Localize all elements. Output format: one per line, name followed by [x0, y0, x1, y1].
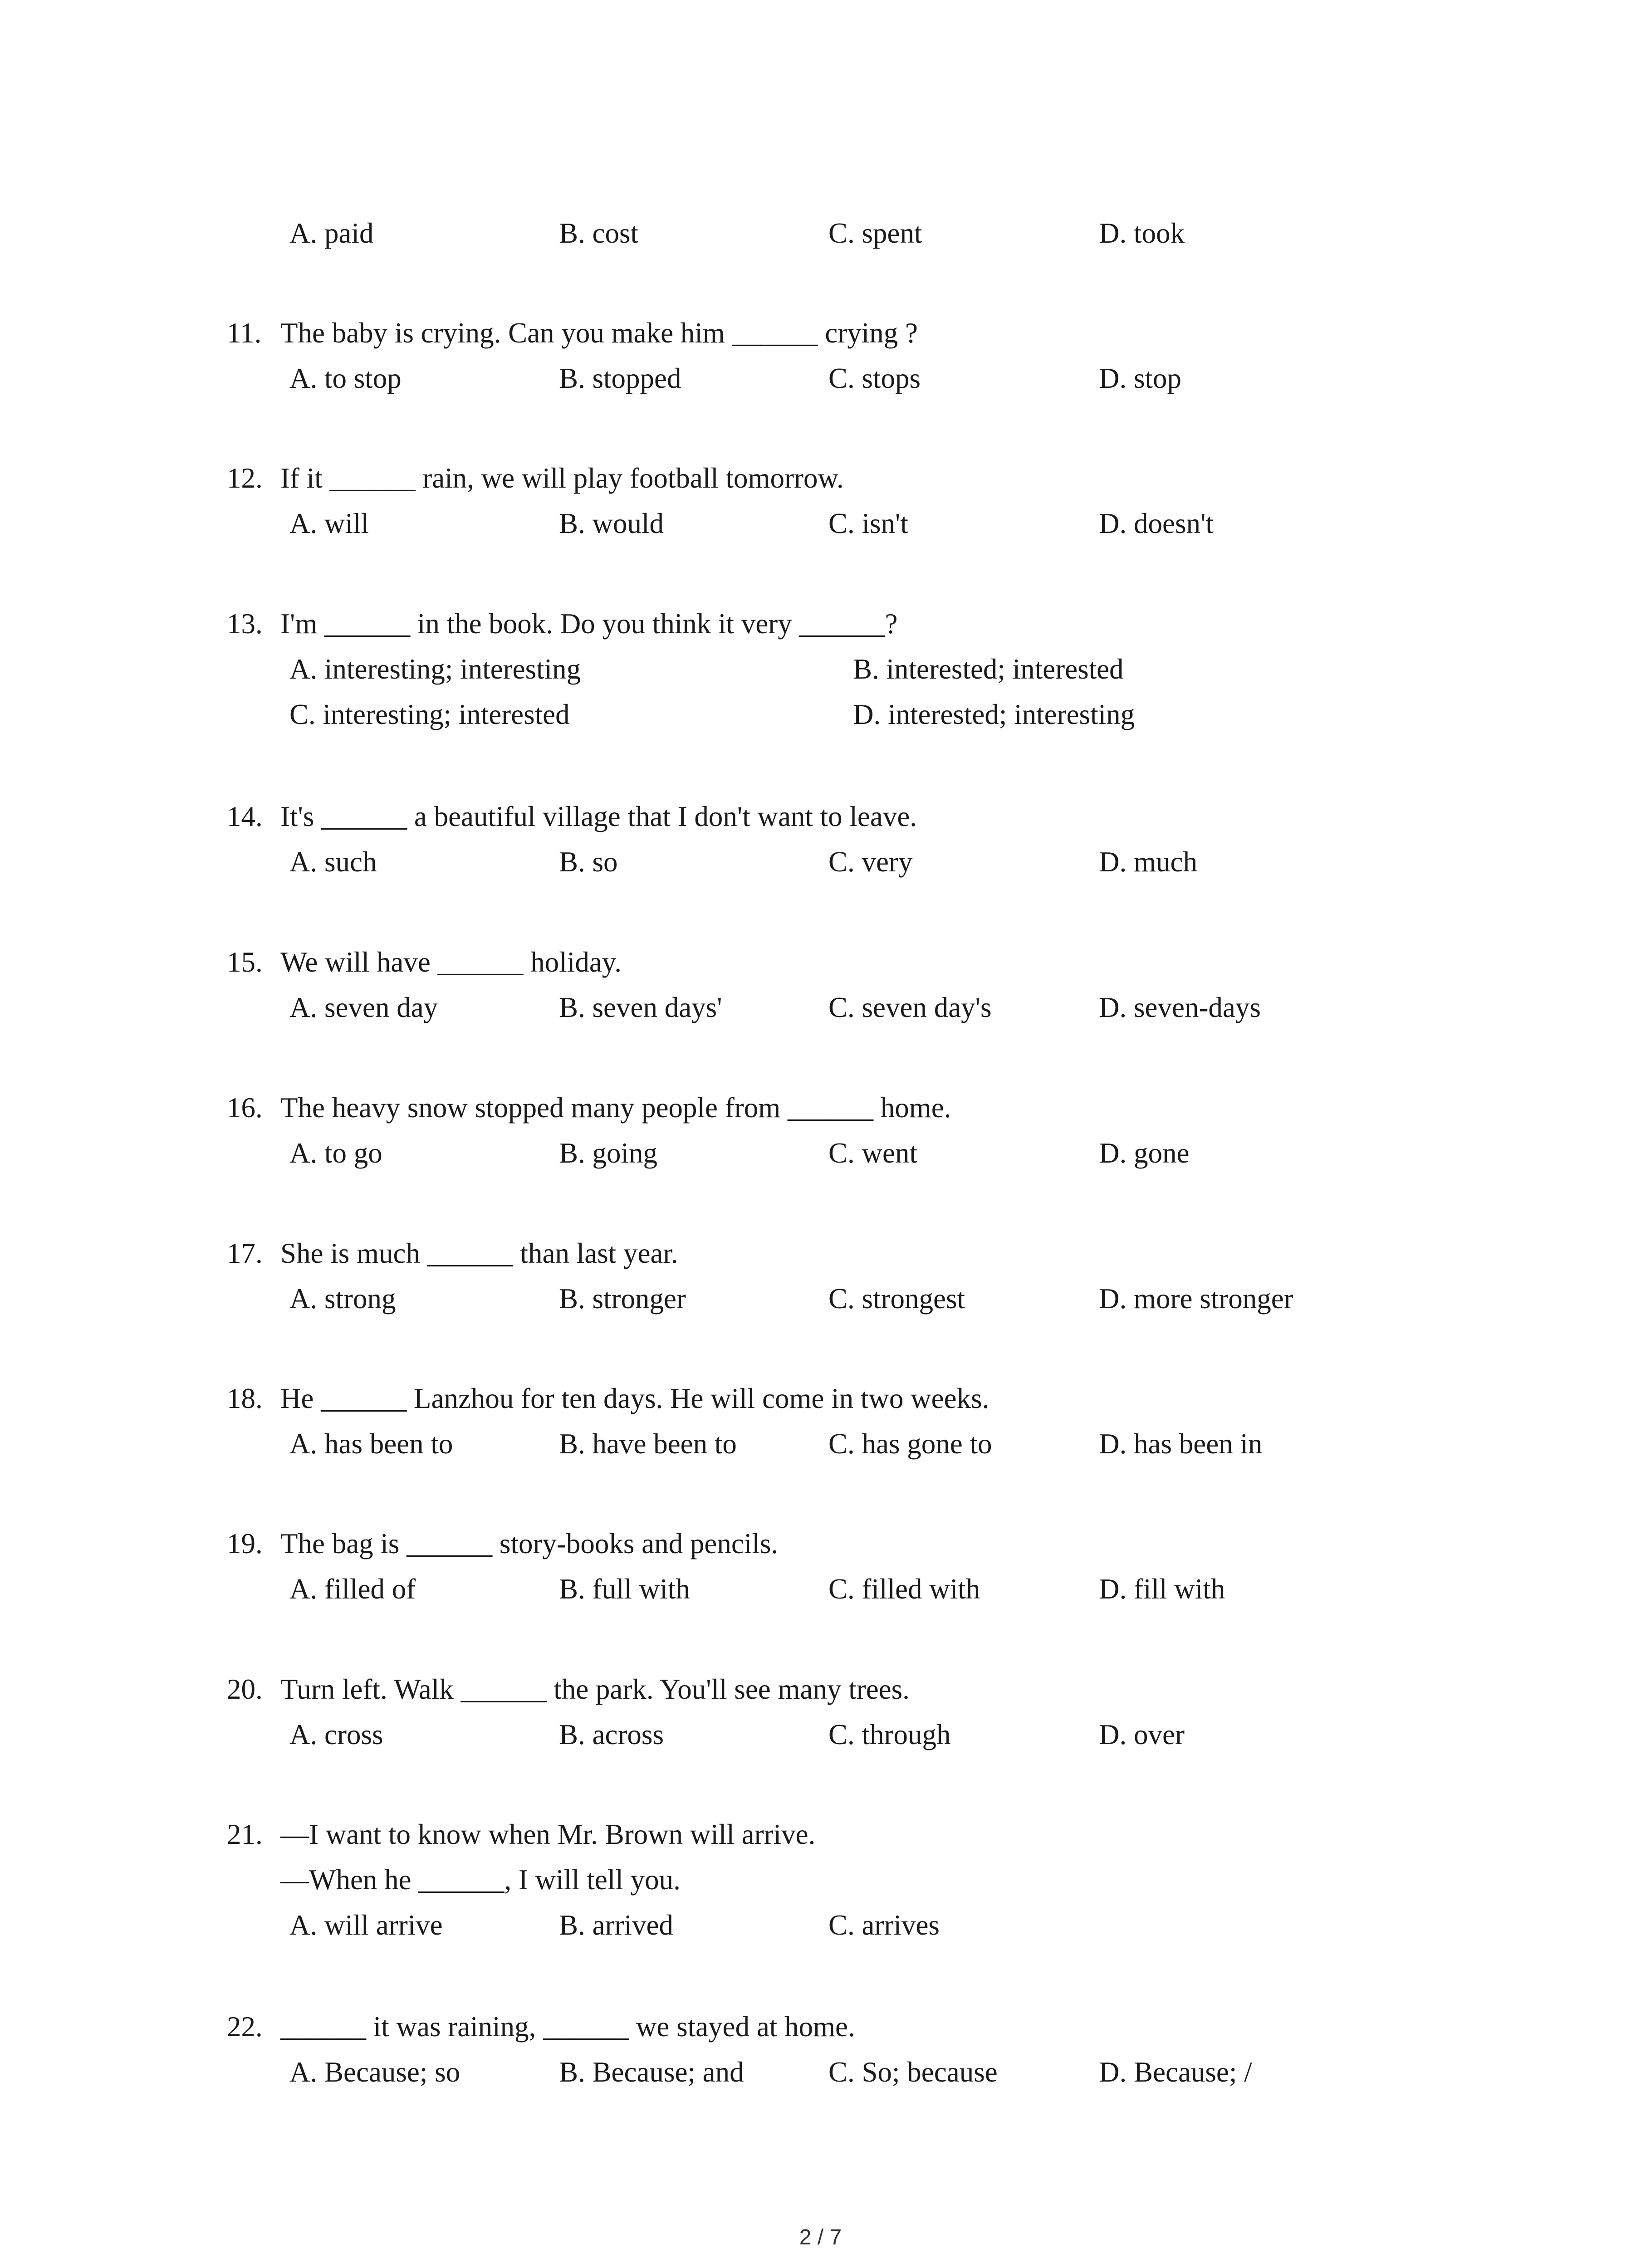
option-b: B. seven days'	[559, 992, 722, 1023]
option-a: A. Because; so	[289, 2056, 460, 2088]
options-row	[227, 653, 1452, 698]
option-d: D. more stronger	[1099, 1283, 1293, 1315]
question-text: —I want to know when Mr. Brown will arrive.	[280, 1818, 816, 1850]
question-text: She is much ______ than last year.	[280, 1237, 678, 1269]
option-c: C. has gone to	[828, 1428, 992, 1460]
question-stem	[227, 607, 1452, 653]
option-b: B. cost	[559, 217, 639, 249]
option-a: A. will	[289, 508, 369, 539]
question-text: The baby is crying. Can you make him ______ crying ?	[280, 317, 918, 349]
question-16	[227, 1091, 1452, 1182]
question-12	[227, 462, 1452, 552]
question-number: 18.	[227, 1383, 263, 1414]
options-row	[227, 991, 1452, 1036]
option-a: A. has been to	[289, 1428, 453, 1460]
question-text: I'm ______ in the book. Do you think it very ______?	[280, 608, 898, 640]
option-c: C. arrives	[828, 1909, 940, 1941]
question-text: We will have ______ holiday.	[280, 946, 622, 978]
question-stem	[227, 317, 1452, 362]
question-stem	[227, 2010, 1452, 2056]
question-text: He ______ Lanzhou for ten days. He will come in two weeks.	[280, 1383, 989, 1414]
option-c: C. stops	[828, 362, 921, 394]
question-stem	[227, 1818, 1452, 1863]
question-text: If it ______ rain, we will play football tomorrow.	[280, 462, 844, 494]
question-stem-line-2	[227, 1863, 1452, 1909]
options-row	[227, 1718, 1452, 1764]
option-b: B. going	[559, 1137, 658, 1169]
option-b: B. stopped	[559, 362, 681, 394]
question-18	[227, 1382, 1452, 1473]
option-a: A. strong	[289, 1283, 396, 1315]
question-number: 17.	[227, 1237, 263, 1269]
option-a: A. will arrive	[289, 1909, 443, 1941]
question-text: The bag is ______ story-books and pencils.	[280, 1528, 779, 1559]
option-d: D. over	[1099, 1719, 1185, 1750]
question-11	[227, 317, 1452, 407]
question-number: 11.	[227, 317, 262, 349]
option-c: C. through	[828, 1719, 951, 1750]
option-c: C. spent	[828, 217, 922, 249]
option-c: C. seven day's	[828, 992, 992, 1023]
question-22	[227, 2010, 1452, 2101]
question-number: 20.	[227, 1673, 263, 1705]
options-row	[227, 217, 1452, 262]
question-stem	[227, 800, 1452, 846]
option-c: C. So; because	[828, 2056, 998, 2088]
option-a: A. seven day	[289, 992, 438, 1023]
option-b: B. full with	[559, 1573, 690, 1605]
question-stem	[227, 1237, 1452, 1282]
options-row	[227, 1137, 1452, 1182]
option-a: A. to stop	[289, 362, 402, 394]
option-c: C. interesting; interested	[289, 699, 570, 730]
option-d: D. seven-days	[1099, 992, 1261, 1023]
options-row	[227, 698, 1452, 743]
question-text: It's ______ a beautiful village that I don't want to leave.	[280, 801, 917, 832]
option-d: D. Because; /	[1099, 2056, 1252, 2088]
question-number: 22.	[227, 2011, 263, 2043]
option-c: C. very	[828, 846, 913, 878]
option-d: D. has been in	[1099, 1428, 1263, 1460]
option-b: B. arrived	[559, 1909, 673, 1941]
question-13	[227, 607, 1452, 743]
options-row	[227, 362, 1452, 407]
option-b: B. so	[559, 846, 618, 878]
question-stem	[227, 1527, 1452, 1573]
question-number: 16.	[227, 1092, 263, 1124]
question-text: Turn left. Walk ______ the park. You'll see many trees.	[280, 1673, 910, 1705]
question-text: ______ it was raining, ______ we stayed at home.	[280, 2011, 855, 2043]
question-10	[227, 217, 1452, 262]
question-19	[227, 1527, 1452, 1618]
option-a: A. to go	[289, 1137, 382, 1169]
option-b: B. would	[559, 508, 664, 539]
option-c: C. strongest	[828, 1283, 965, 1315]
option-d: D. doesn't	[1099, 508, 1214, 539]
option-a: A. cross	[289, 1719, 383, 1750]
page-number: 2 / 7	[799, 2225, 842, 2249]
options-row	[227, 1573, 1452, 1618]
question-text: The heavy snow stopped many people from ______ home.	[280, 1092, 951, 1124]
question-stem	[227, 1091, 1452, 1137]
question-number: 13.	[227, 608, 263, 640]
option-c: C. isn't	[828, 508, 908, 539]
options-row	[227, 846, 1452, 891]
option-d: D. interested; interesting	[853, 699, 1135, 730]
question-stem	[227, 946, 1452, 991]
option-b: B. stronger	[559, 1283, 686, 1315]
question-number: 15.	[227, 946, 263, 978]
question-number: 14.	[227, 801, 263, 832]
question-20	[227, 1673, 1452, 1764]
question-17	[227, 1237, 1452, 1328]
question-21	[227, 1818, 1452, 1954]
option-b: B. across	[559, 1719, 664, 1750]
question-number: 21.	[227, 1818, 263, 1850]
option-d: D. took	[1099, 217, 1185, 249]
question-number: 12.	[227, 462, 263, 494]
question-stem	[227, 1382, 1452, 1427]
options-row	[227, 1282, 1452, 1328]
options-row	[227, 2056, 1452, 2101]
option-d: D. gone	[1099, 1137, 1190, 1169]
option-a: A. paid	[289, 217, 374, 249]
question-14	[227, 800, 1452, 891]
option-a: A. interesting; interesting	[289, 653, 581, 685]
question-stem	[227, 1673, 1452, 1718]
option-d: D. fill with	[1099, 1573, 1225, 1605]
question-15	[227, 946, 1452, 1036]
option-a: A. such	[289, 846, 377, 878]
option-b: B. have been to	[559, 1428, 737, 1460]
options-row	[227, 507, 1452, 552]
option-a: A. filled of	[289, 1573, 416, 1605]
options-row	[227, 1909, 1452, 1954]
question-number: 19.	[227, 1528, 263, 1559]
option-b: B. Because; and	[559, 2056, 744, 2088]
question-stem	[227, 462, 1452, 507]
option-c: C. filled with	[828, 1573, 980, 1605]
options-row	[227, 1427, 1452, 1473]
option-d: D. much	[1099, 846, 1197, 878]
option-d: D. stop	[1099, 362, 1182, 394]
question-text-2: —When he ______, I will tell you.	[280, 1864, 681, 1896]
option-c: C. went	[828, 1137, 917, 1169]
option-b: B. interested; interested	[853, 653, 1124, 685]
